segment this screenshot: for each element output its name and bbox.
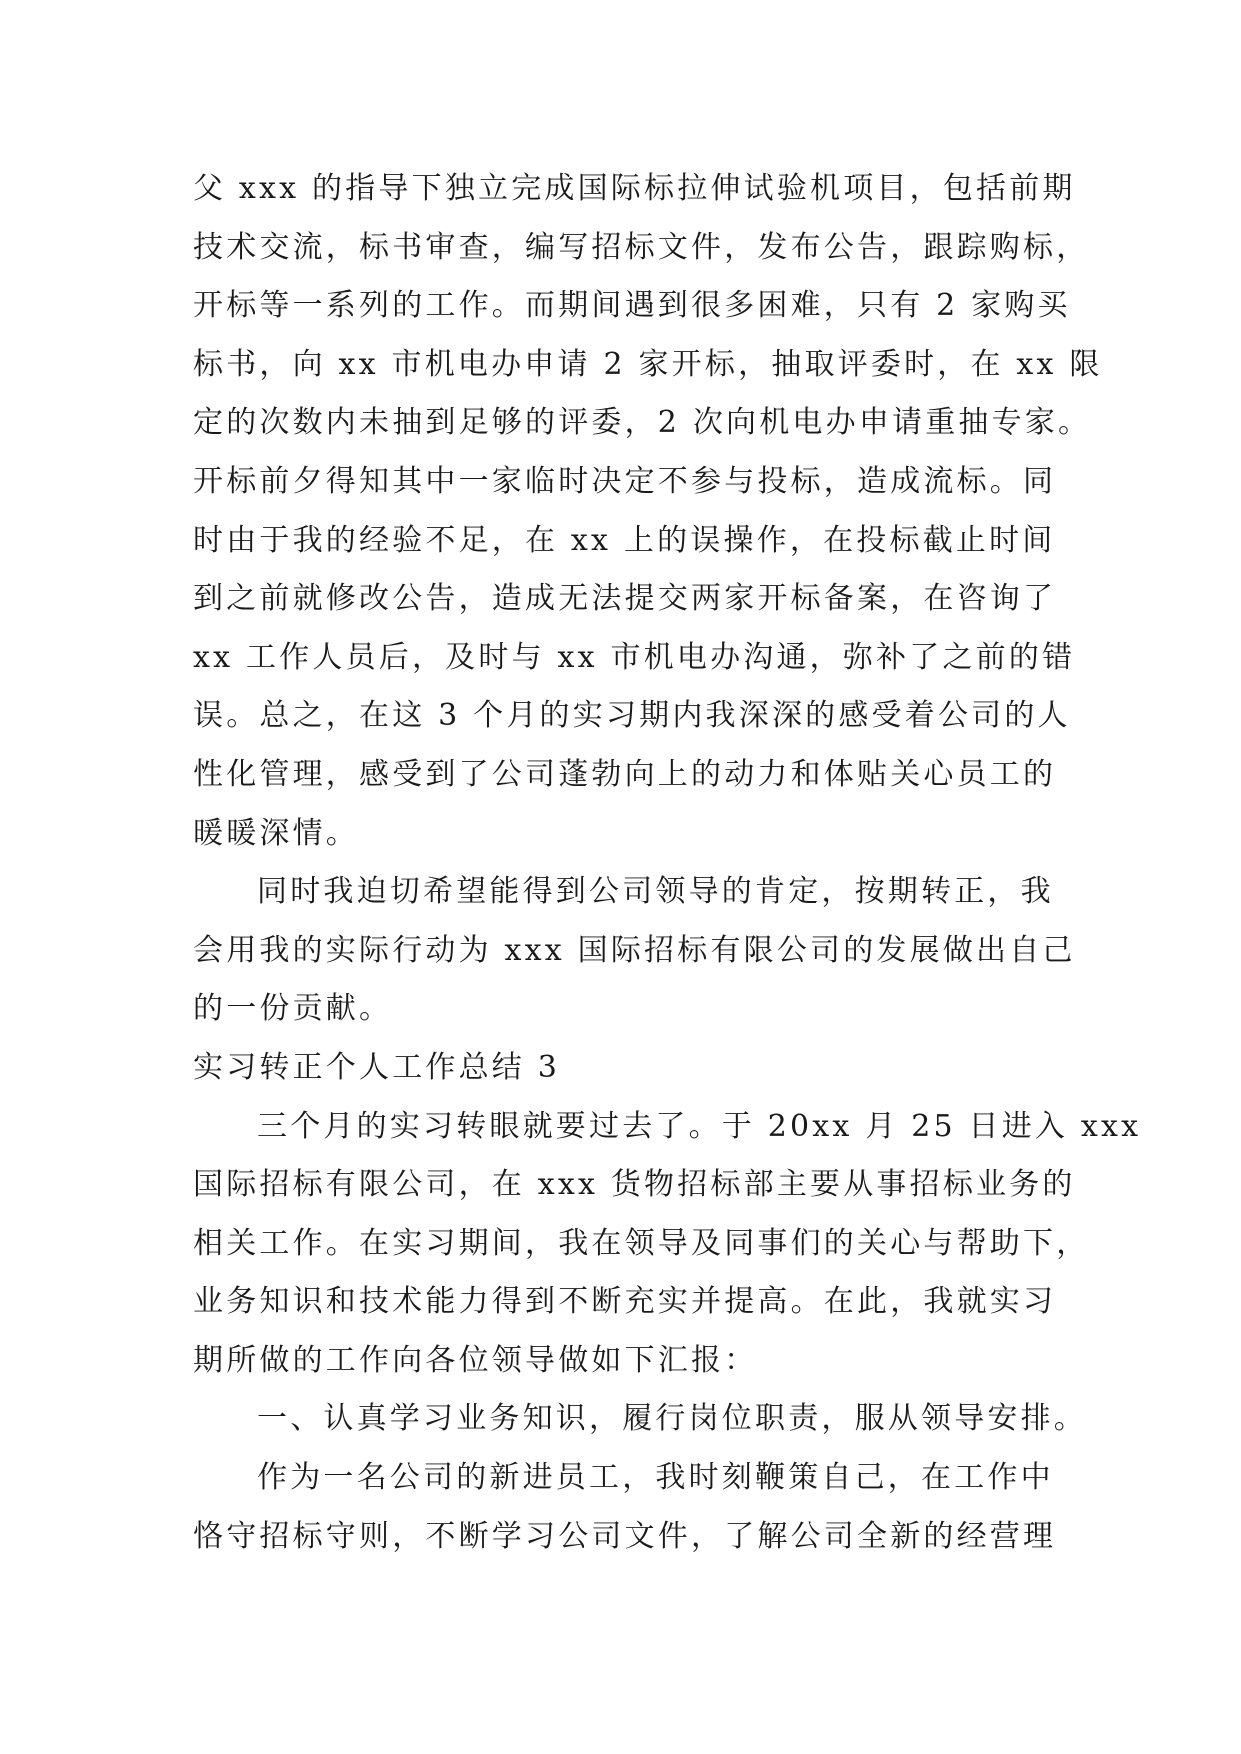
text-line: 技术交流，标书审查，编写招标文件，发布公告，跟踪购标， bbox=[193, 229, 1090, 265]
text-line: 恪守招标守则，不断学习公司文件，了解公司全新的经营理 bbox=[193, 1518, 1057, 1554]
text-line: 相关工作。在实习期间，我在领导及同事们的关心与帮助下， bbox=[193, 1225, 1090, 1261]
text-line: 性化管理，感受到了公司蓬勃向上的动力和体贴关心员工的 bbox=[193, 756, 1057, 792]
text-line: 标书，向 xx 市机电办申请 2 家开标，抽取评委时，在 xx 限 bbox=[193, 346, 1103, 382]
text-line: 父 xxx 的指导下独立完成国际标拉伸试验机项目，包括前期 bbox=[193, 171, 1076, 206]
text-line: 期所做的工作向各位领导做如下汇报： bbox=[193, 1342, 758, 1378]
text-line: 实习转正个人工作总结 3 bbox=[193, 1049, 561, 1085]
text-line: 一、认真学习业务知识，履行岗位职责，服从领导安排。 bbox=[257, 1401, 1087, 1437]
text-line: 误。总之，在这 3 个月的实习期内我深深的感受着公司的人 bbox=[193, 698, 1071, 734]
text-line: 的一份贡献。 bbox=[193, 991, 393, 1027]
text-line: 同时我迫切希望能得到公司领导的肯定，按期转正，我 bbox=[257, 874, 1054, 910]
text-line: 时由于我的经验不足，在 xx 上的误操作，在投标截止时间 bbox=[193, 522, 1056, 558]
document-body bbox=[193, 160, 1142, 1566]
text-line: xx 工作人员后，及时与 xx 市机电办沟通，弥补了之前的错 bbox=[193, 639, 1076, 675]
text-line: 会用我的实际行动为 xxx 国际招标有限公司的发展做出自己 bbox=[193, 932, 1076, 968]
text-line: 作为一名公司的新进员工，我时刻鞭策自己，在工作中 bbox=[257, 1460, 1054, 1496]
text-line: 暖暖深情。 bbox=[193, 815, 359, 851]
text-line: 开标等一系列的工作。而期间遇到很多困难，只有 2 家购买 bbox=[193, 288, 1071, 324]
text-line: 开标前夕得知其中一家临时决定不参与投标，造成流标。同 bbox=[193, 463, 1057, 499]
text-line: 定的次数内未抽到足够的评委，2 次向机电办申请重抽专家。 bbox=[193, 405, 1092, 441]
text-line: 国际招标有限公司，在 xxx 货物招标部主要从事招标业务的 bbox=[193, 1167, 1076, 1203]
text-line: 到之前就修改公告，造成无法提交两家开标备案，在咨询了 bbox=[193, 581, 1057, 617]
text-line: 业务知识和技术能力得到不断充实并提高。在此，我就实习 bbox=[193, 1284, 1057, 1320]
text-line: 三个月的实习转眼就要过去了。于 20xx 月 25 日进入 xxx bbox=[257, 1108, 1142, 1144]
